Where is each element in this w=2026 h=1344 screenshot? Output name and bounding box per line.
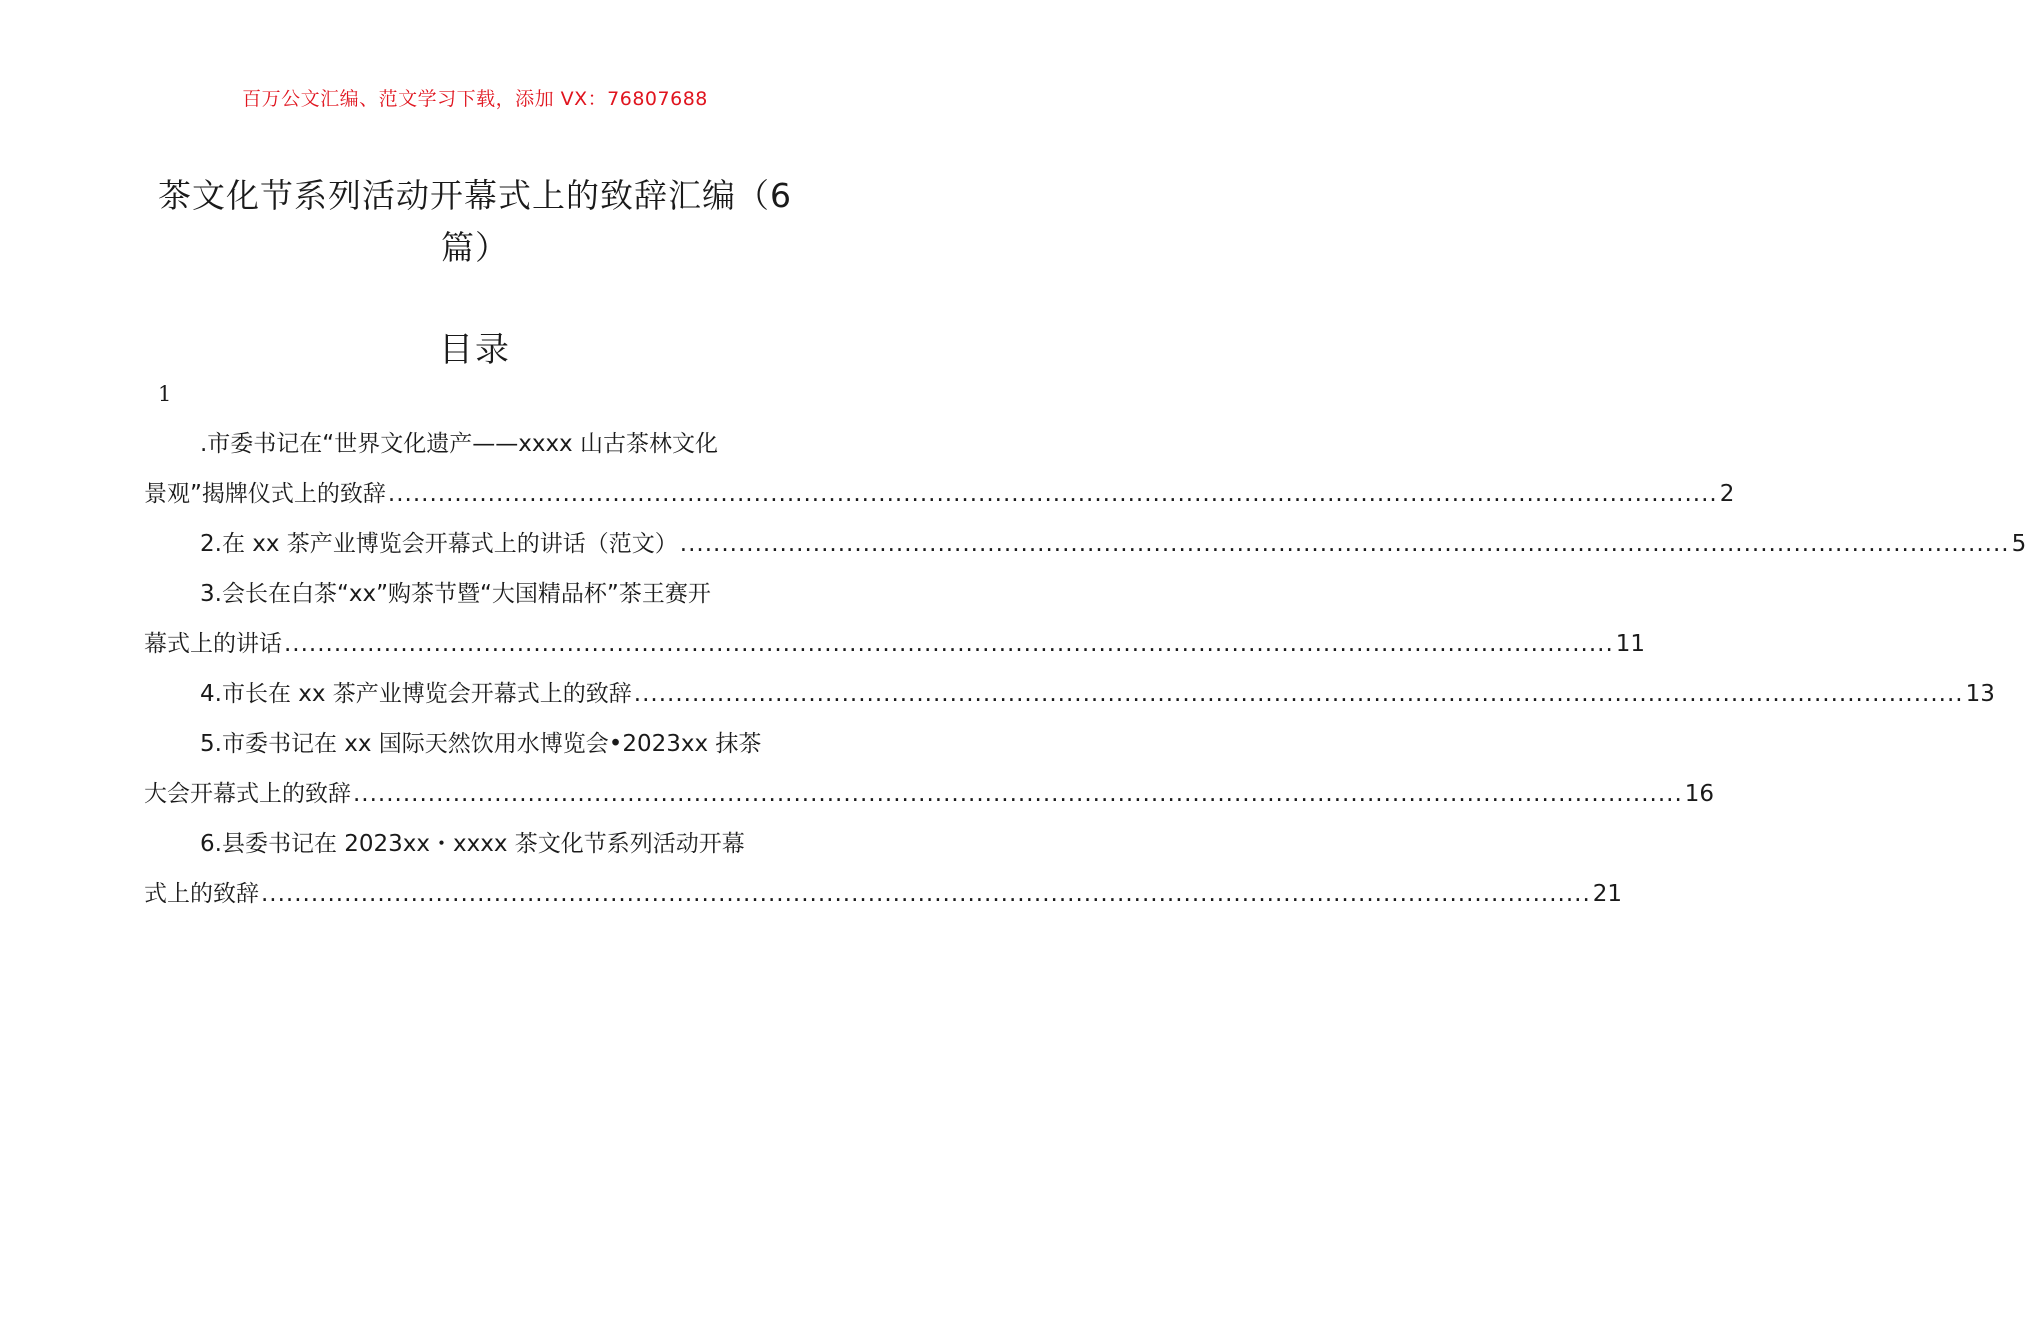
toc-entry-5-text-cont: 大会开幕式上的致辞 <box>144 781 351 807</box>
toc-entry-1[interactable] <box>144 419 1735 519</box>
toc-entry-6[interactable] <box>144 819 1623 919</box>
toc-entry-2-page: 5 <box>2011 531 2026 557</box>
toc-entry-1-text: .市委书记在“世界文化遗产——xxxx 山古茶林文化 <box>200 431 718 457</box>
toc-entry-4[interactable] <box>144 669 1995 719</box>
toc-entry-2-text: 2.在 xx 茶产业博览会开幕式上的讲话（范文） <box>200 531 678 557</box>
document-title-line-1: 茶文化节系列活动开幕式上的致辞汇编（6 <box>158 176 792 215</box>
dot-leader <box>261 869 1591 919</box>
toc-entry-3-line-2 <box>144 619 1646 669</box>
toc-entry-3-text-cont: 幕式上的讲话 <box>144 631 282 657</box>
document-title <box>120 170 830 274</box>
toc-heading: 目录 <box>439 330 511 370</box>
toc-entry-3[interactable] <box>144 569 1646 669</box>
dot-leader <box>388 469 1718 519</box>
toc-entry-1-page: 2 <box>1719 481 1735 507</box>
toc-entry-6-text: 6.县委书记在 2023xx・xxxx 茶文化节系列活动开幕 <box>200 831 745 857</box>
toc-entry-5-line-2 <box>144 769 1715 819</box>
dot-leader <box>284 619 1614 669</box>
toc-entry-5-page: 16 <box>1684 781 1715 807</box>
toc-entry-4-line-1 <box>144 669 1995 719</box>
toc-entry-1-line-1 <box>144 419 806 469</box>
toc-entry-5[interactable] <box>144 719 1715 819</box>
toc-number-marker: 1 <box>158 382 172 406</box>
toc-entry-6-line-2 <box>144 869 1623 919</box>
dot-leader <box>634 669 1964 719</box>
toc-entry-4-page: 13 <box>1965 681 1995 707</box>
toc-entry-2[interactable] <box>144 519 2026 569</box>
dot-leader <box>680 519 2010 569</box>
toc-entry-6-line-1 <box>144 819 806 869</box>
dot-leader <box>353 769 1683 819</box>
toc-entry-6-text-cont: 式上的致辞 <box>144 881 259 907</box>
toc-entry-3-line-1 <box>144 569 806 619</box>
toc-entry-1-text-cont: 景观”揭牌仪式上的致辞 <box>144 481 386 507</box>
document-title-line-2: 篇） <box>441 228 509 267</box>
toc-entry-4-text: 4.市长在 xx 茶产业博览会开幕式上的致辞 <box>200 681 632 707</box>
header-promo-note: 百万公文汇编、范文学习下载，添加 VX：76807688 <box>242 88 708 110</box>
toc-entry-5-line-1 <box>144 719 806 769</box>
toc-entry-5-text: 5.市委书记在 xx 国际天然饮用水博览会•2023xx 抹茶 <box>200 731 762 757</box>
toc-entry-3-page: 11 <box>1615 631 1646 657</box>
toc-entry-3-text: 3.会长在白茶“xx”购茶节暨“大国精品杯”茶王赛开 <box>200 581 711 607</box>
toc-entry-2-line-1 <box>144 519 2026 569</box>
toc-entry-6-page: 21 <box>1592 881 1623 907</box>
toc-entry-1-line-2 <box>144 469 1735 519</box>
